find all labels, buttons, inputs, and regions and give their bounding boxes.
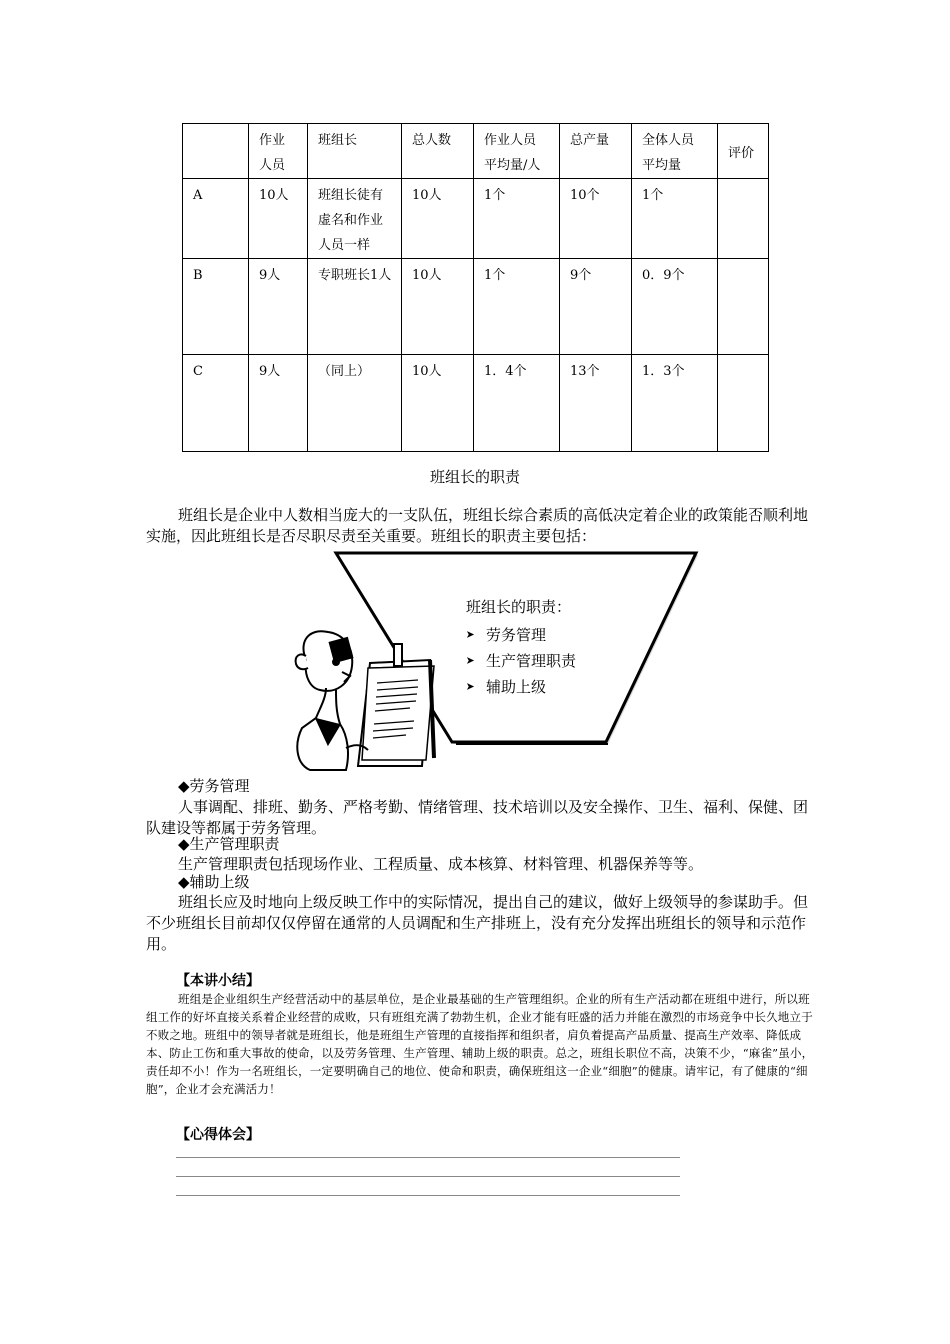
table-header-row: [183, 124, 769, 179]
table-cell: C: [183, 355, 249, 452]
comparison-table: [182, 123, 769, 452]
table-cell: 1个: [632, 179, 718, 259]
callout-title: 班组长的职责：: [466, 598, 572, 616]
table-cell: A: [183, 179, 249, 259]
table-cell: [718, 259, 769, 355]
table-cell: （同上）: [308, 355, 402, 452]
table-cell: 1．4个: [474, 355, 560, 452]
duty-body: 人事调配、排班、勤务、严格考勤、情绪管理、技术培训以及安全操作、卫生、福利、保健、团队建设等都属于劳务管理。: [146, 798, 809, 837]
header-cell: 评价: [718, 124, 769, 179]
table-row: [183, 179, 769, 259]
table-cell: 1个: [474, 179, 560, 259]
clipboard-icon: [358, 644, 434, 766]
duty-body: 班组长应及时地向上级反映工作中的实际情况，提出自己的建议，做好上级领导的参谋助手。但不少班组长目前却仅仅停留在通常的人员调配和生产排班上，没有充分发挥出班组长的领导和示范作用。: [146, 893, 809, 953]
table-cell: [718, 355, 769, 452]
intro-paragraph: 班组长是企业中人数相当庞大的一支队伍，班组长综合素质的高低决定着企业的政策能否顺利地实施，因此班组长是否尽职尽责至关重要。班组长的职责主要包括：: [146, 506, 809, 545]
header-cell: 班组长: [308, 124, 402, 179]
callout-item: 劳务管理: [486, 626, 547, 644]
table-cell: 10人: [402, 259, 474, 355]
table-cell: [718, 179, 769, 259]
table-cell: B: [183, 259, 249, 355]
reflection-heading: 【心得体会】: [176, 1127, 260, 1143]
duty-heading: ◆辅助上级: [178, 873, 250, 891]
arrow-bullet-icon: ➤: [466, 626, 476, 644]
table-cell: 班组长徒有虚名和作业人员一样: [308, 179, 402, 259]
writing-line[interactable]: [176, 1195, 680, 1196]
duty-heading: ◆生产管理职责: [178, 835, 280, 853]
header-cell: 作业 人员: [249, 124, 308, 179]
callout-item: 辅助上级: [486, 678, 547, 696]
table-cell: 10人: [249, 179, 308, 259]
table-cell: 9人: [249, 355, 308, 452]
header-cell: 全体人员 平均量: [632, 124, 718, 179]
cartoon-man-icon: [296, 631, 368, 770]
table-row: [183, 259, 769, 355]
summary-heading: 【本讲小结】: [176, 973, 260, 989]
callout-item: 生产管理职责: [486, 652, 577, 670]
writing-line[interactable]: [176, 1157, 680, 1158]
header-cell: 总人数: [402, 124, 474, 179]
table-cell: 10人: [402, 179, 474, 259]
duty-body: 生产管理职责包括现场作业、工程质量、成本核算、材料管理、机器保养等等。: [178, 855, 704, 873]
table-cell: 9人: [249, 259, 308, 355]
header-cell: 总产量: [560, 124, 632, 179]
arrow-bullet-icon: ➤: [466, 652, 476, 670]
header-cell: [183, 124, 249, 179]
table-cell: 9个: [560, 259, 632, 355]
table-cell: 10人: [402, 355, 474, 452]
writing-line[interactable]: [176, 1176, 680, 1177]
table-cell: 10个: [560, 179, 632, 259]
table-cell: 13个: [560, 355, 632, 452]
table-cell: 专职班长1人: [308, 259, 402, 355]
table-cell: 0．9个: [632, 259, 718, 355]
table-cell: 1个: [474, 259, 560, 355]
arrow-bullet-icon: ➤: [466, 678, 476, 696]
section-title: 班组长的职责: [429, 468, 520, 486]
duties-illustration: [270, 548, 710, 778]
duty-heading: ◆劳务管理: [178, 777, 250, 795]
table-cell: 1．3个: [632, 355, 718, 452]
summary-body: 班组是企业组织生产经营活动中的基层单位，是企业最基础的生产管理组织。企业的所有生产活动都在班组中进行，所以班组工作的好坏直接关系着企业经营的成败，只有班组充满了勃勃生机，企业才能有旺盛的活力并能在激烈的市场竞争中长久地立于不败之地。班组中的领导者就是班组长，他是班组生产管理的直接指挥和组织者，肩负着提高产品质量、提高生产效率、降低成本、防止工伤和重大事故的使命，以及劳务管理、生产管理、辅助上级的职责。总之，班组长职位不高，决策不少，“麻雀”虽小，责任却不小！作为一名班组长，一定要明确自己的地位、使命和职责，确保班组这一企业“细胞”的健康。请牢记，有了健康的“细胞”，企业才会充满活力！: [146, 992, 814, 1096]
header-cell: 作业人员 平均量/人: [474, 124, 560, 179]
table-row: [183, 355, 769, 452]
